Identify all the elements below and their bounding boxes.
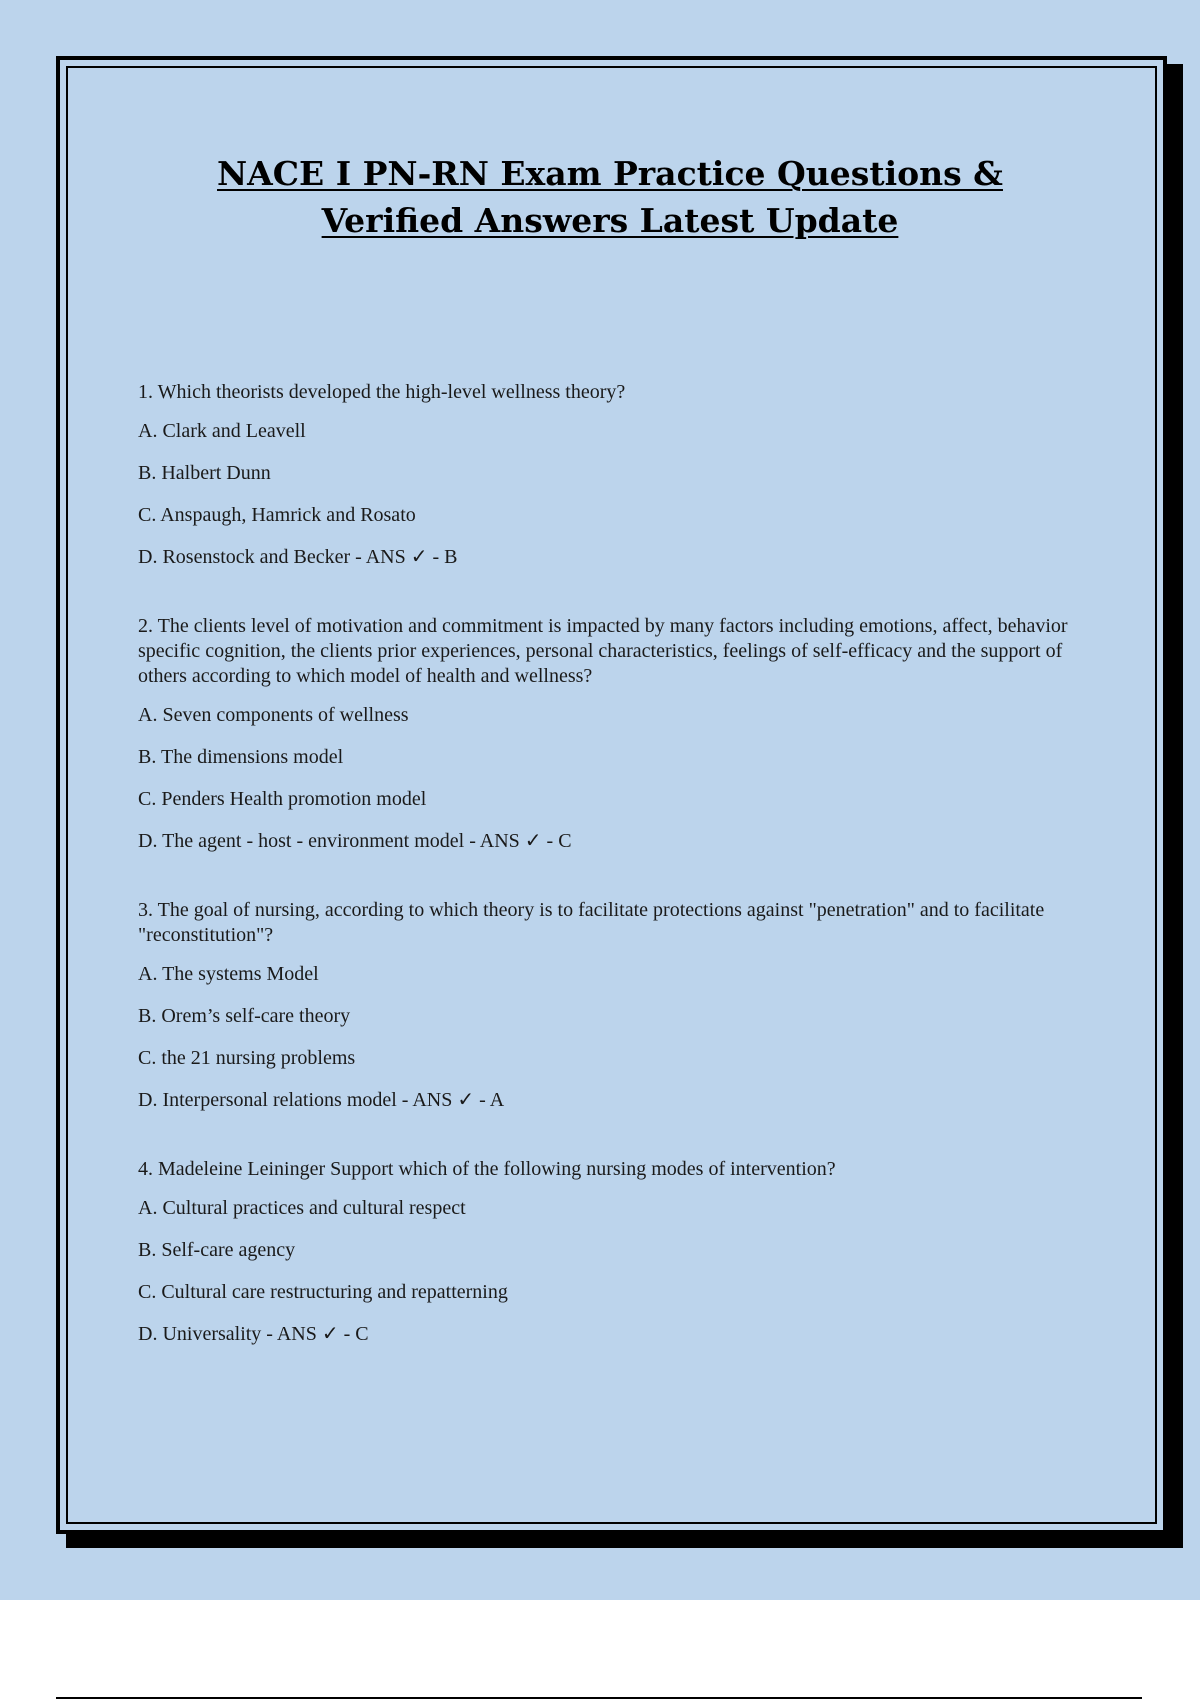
option-b: B. Orem’s self-care theory bbox=[138, 1005, 351, 1027]
option-a: A. Cultural practices and cultural respect bbox=[138, 1197, 466, 1219]
question-4 bbox=[138, 1157, 1098, 1347]
option-d-answer: D. The agent - host - environment model - ANS ✓ - C bbox=[138, 830, 572, 852]
question-text: 1. Which theorists developed the high-level wellness theory? bbox=[138, 381, 626, 403]
option-a: A. The systems Model bbox=[138, 963, 319, 985]
question-text: 2. The clients level of motivation and commitment is impacted by many factors including emotions, affect, behavior specific cognition, the clients prior experiences, personal characteristics, feelings of self-efficacy and the support of others according to which model of health and wellness? bbox=[138, 615, 1068, 687]
question-text: 4. Madeleine Leininger Support which of the following nursing modes of intervention? bbox=[138, 1158, 836, 1180]
option-d-answer: D. Interpersonal relations model - ANS ✓ - A bbox=[138, 1089, 505, 1111]
option-a: A. Clark and Leavell bbox=[138, 420, 306, 442]
option-b: B. The dimensions model bbox=[138, 746, 344, 768]
document-frame bbox=[56, 56, 1167, 1534]
option-c: C. the 21 nursing problems bbox=[138, 1047, 356, 1069]
question-text: 3. The goal of nursing, according to which theory is to facilitate protections against "penetration" and to facilitate "reconstitution"? bbox=[138, 899, 1045, 946]
question-list bbox=[138, 380, 1098, 1391]
question-2 bbox=[138, 614, 1098, 854]
question-3 bbox=[138, 898, 1098, 1113]
option-a: A. Seven components of wellness bbox=[138, 704, 409, 726]
option-c: C. Cultural care restructuring and repatterning bbox=[138, 1281, 508, 1303]
footer-divider bbox=[56, 1697, 1142, 1699]
option-b: B. Halbert Dunn bbox=[138, 462, 271, 484]
question-1 bbox=[138, 380, 1098, 570]
option-d-answer: D. Universality - ANS ✓ - C bbox=[138, 1323, 369, 1345]
option-c: C. Anspaugh, Hamrick and Rosato bbox=[138, 504, 416, 526]
option-b: B. Self-care agency bbox=[138, 1239, 296, 1261]
option-c: C. Penders Health promotion model bbox=[138, 788, 427, 810]
option-d-answer: D. Rosenstock and Becker - ANS ✓ - B bbox=[138, 546, 458, 568]
document-title: NACE I PN-RN Exam Practice Questions & Verified Answers Latest Update bbox=[217, 154, 1003, 240]
